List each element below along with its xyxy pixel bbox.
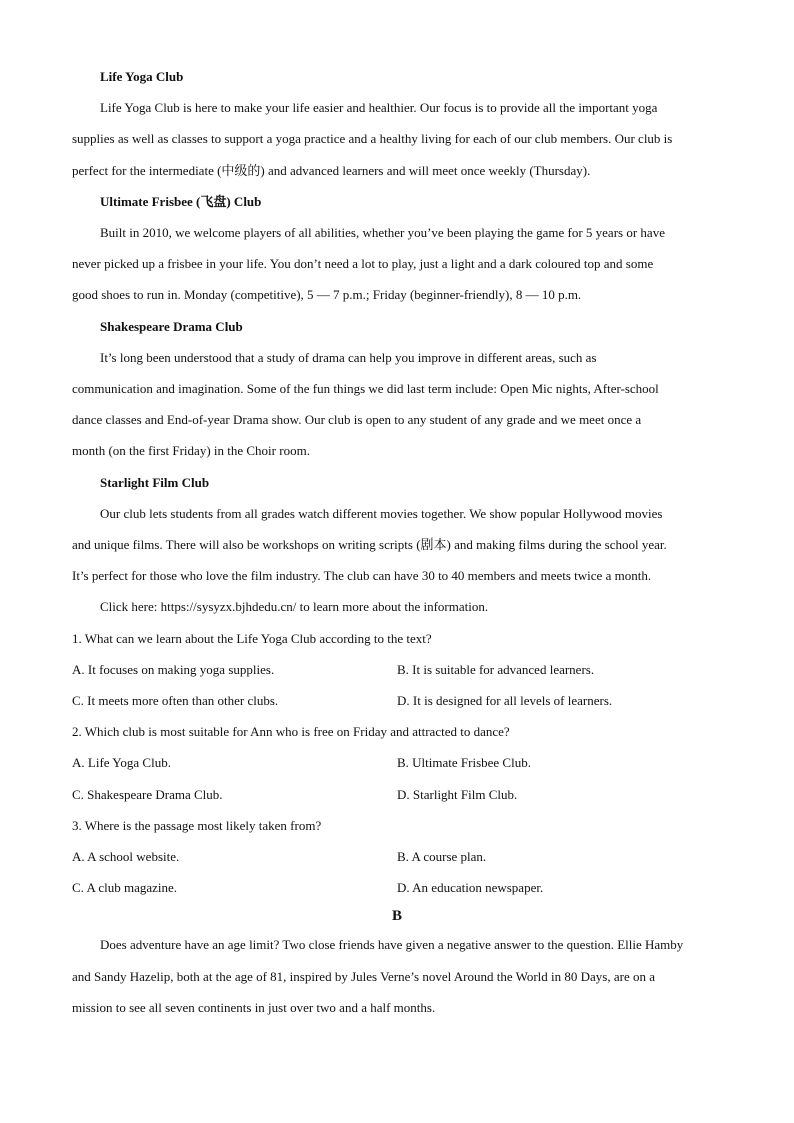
question: 3. Where is the passage most likely taken from? [72, 817, 322, 833]
paragraph-line: perfect for the intermediate (中级的) and advanced learners and will meet once weekly (Thursday). [72, 162, 591, 178]
paragraph-line: It’s long been understood that a study of drama can help you improve in different areas, such as [100, 349, 597, 365]
option-d: D. An education newspaper. [397, 880, 544, 896]
option-row [72, 779, 722, 810]
option-b: B. Ultimate Frisbee Club. [397, 755, 531, 771]
option-b: B. It is suitable for advanced learners. [397, 661, 595, 677]
option-d: D. It is designed for all levels of learners. [397, 693, 613, 709]
option-a: A. A school website. [72, 849, 180, 865]
option-row [72, 841, 722, 872]
info-link-line[interactable]: Click here: https://sysyzx.bjhdedu.cn/ to learn more about the information. [100, 599, 489, 615]
option-c: C. Shakespeare Drama Club. [72, 786, 223, 802]
club-title: Ultimate Frisbee (飞盘) Club [100, 193, 262, 209]
question: 1. What can we learn about the Life Yoga Club according to the text? [72, 630, 432, 646]
document-page [72, 61, 722, 1023]
paragraph-line: communication and imagination. Some of the fun things we did last term include: Open Mic nights, After-school [72, 381, 659, 397]
paragraph-line: Life Yoga Club is here to make your life easier and healthier. Our focus is to provide all the important yoga [100, 100, 658, 116]
paragraph-line: Does adventure have an age limit? Two close friends have given a negative answer to the question. Ellie Hamby [100, 937, 684, 953]
paragraph-line: Built in 2010, we welcome players of all abilities, whether you’ve been playing the game for 5 years or have [100, 225, 665, 241]
paragraph-line: never picked up a frisbee in your life. You don’t need a lot to play, just a light and a dark coloured top and some [72, 256, 654, 272]
option-b: B. A course plan. [397, 849, 487, 865]
paragraph-line: and unique films. There will also be workshops on writing scripts (剧本) and making films during the school year. [72, 537, 667, 553]
paragraph-line: dance classes and End-of-year Drama show. Our club is open to any student of any grade and we meet once a [72, 412, 642, 428]
option-row [72, 747, 722, 778]
option-c: C. It meets more often than other clubs. [72, 693, 279, 709]
paragraph-line: good shoes to run in. Monday (competitive), 5 — 7 p.m.; Friday (beginner-friendly), 8 — 10 p.m. [72, 287, 582, 303]
club-title: Life Yoga Club [100, 69, 184, 84]
option-a: A. Life Yoga Club. [72, 755, 171, 771]
section-heading: B [391, 908, 402, 925]
paragraph-line: month (on the first Friday) in the Choir room. [72, 443, 310, 459]
club-title: Shakespeare Drama Club [100, 318, 243, 334]
option-row [72, 654, 722, 685]
paragraph-line: Our club lets students from all grades watch different movies together. We show popular Hollywood movies [100, 505, 663, 521]
question: 2. Which club is most suitable for Ann who is free on Friday and attracted to dance? [72, 724, 510, 740]
option-row [72, 872, 722, 903]
club-title: Starlight Film Club [100, 474, 210, 490]
paragraph-line: and Sandy Hazelip, both at the age of 81, inspired by Jules Verne’s novel Around the World in 80 Days, are on a [72, 968, 655, 984]
option-row [72, 685, 722, 716]
option-d: D. Starlight Film Club. [397, 786, 518, 802]
option-a: A. It focuses on making yoga supplies. [72, 661, 275, 677]
paragraph-line: It’s perfect for those who love the film industry. The club can have 30 to 40 members and meets twice a month. [72, 568, 652, 584]
paragraph-line: mission to see all seven continents in just over two and a half months. [72, 999, 436, 1015]
option-c: C. A club magazine. [72, 880, 178, 896]
paragraph-line: supplies as well as classes to support a yoga practice and a healthy living for each of our club members. Our club is [72, 131, 673, 147]
